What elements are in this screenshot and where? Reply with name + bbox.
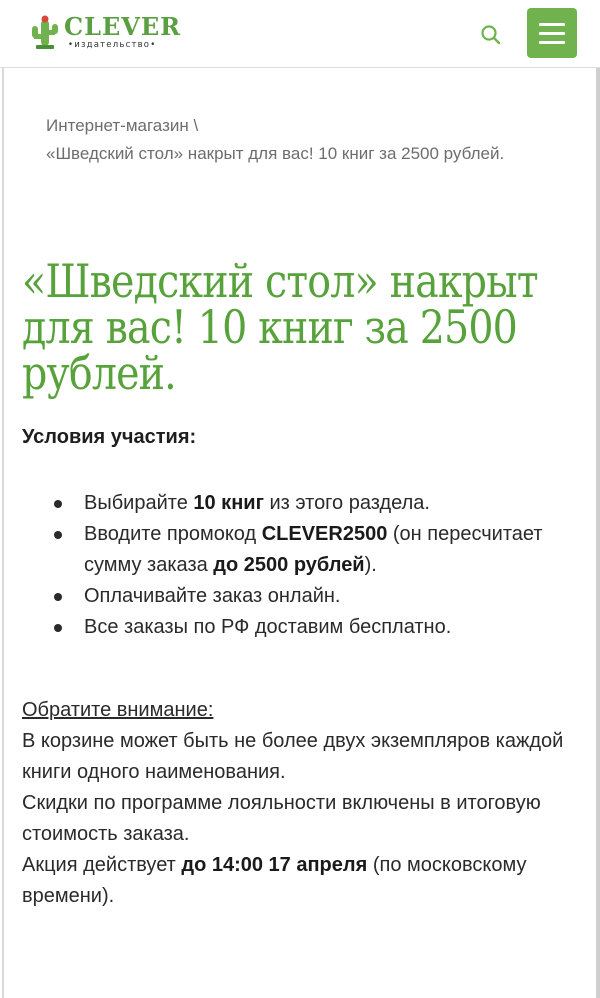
- logo-wordmark: CLEVER: [64, 12, 182, 41]
- notice-text: (по московскому времени).: [22, 854, 527, 907]
- page-left-border: [2, 68, 4, 998]
- breadcrumb-home-link[interactable]: Интернет-магазин: [46, 116, 189, 135]
- notice-line: В корзине может быть не более двух экземпляров каждой книги одного наименования.: [22, 730, 564, 783]
- menu-button[interactable]: [527, 8, 577, 58]
- list-item-text: Все заказы по РФ доставим бесплатно.: [84, 616, 452, 638]
- page-title: «Шведский стол» накрыт для вас! 10 книг за 2500 рублей.: [22, 254, 538, 400]
- breadcrumb-current: «Шведский стол» накрыт для вас! 10 книг за 2500 рублей.: [46, 144, 505, 163]
- notice-line: [22, 850, 582, 912]
- list-item-text: (он пересчитает сумму заказа: [84, 523, 543, 576]
- breadcrumb: [46, 112, 546, 168]
- bullet-icon: [54, 531, 62, 539]
- site-header: [0, 0, 600, 68]
- notice-block: [22, 695, 582, 912]
- list-item-text: из этого раздела.: [263, 492, 430, 514]
- clever-logo[interactable]: [24, 10, 182, 58]
- logo-subtitle: •издательство•: [68, 40, 157, 50]
- list-item-text: Выбирайте: [84, 492, 194, 514]
- notice-line: Скидки по программе лояльности включены в итоговую стоимость заказа.: [22, 792, 541, 845]
- list-item-text: Вводите промокод: [84, 523, 262, 545]
- list-item: [52, 612, 582, 643]
- page-scrollbar[interactable]: [596, 68, 600, 998]
- search-button[interactable]: [474, 18, 508, 52]
- search-icon: [480, 24, 502, 46]
- hamburger-menu-icon-bar: [539, 32, 565, 35]
- bullet-icon: [54, 593, 62, 601]
- deadline-text: до 14:00 17 апреля: [181, 854, 368, 876]
- list-item: [52, 519, 582, 581]
- hamburger-menu-icon: [539, 23, 565, 26]
- hamburger-menu-icon-bar: [539, 41, 565, 44]
- breadcrumb-separator: \: [193, 116, 199, 135]
- notice-heading: Обратите внимание:: [22, 699, 214, 721]
- cactus-logo-icon: [24, 12, 64, 52]
- list-item: [52, 581, 582, 612]
- promo-code: CLEVER2500: [261, 523, 388, 545]
- main-content: [0, 68, 600, 998]
- list-item-text: ).: [364, 554, 377, 576]
- list-item-bold: 10 книг: [193, 492, 264, 514]
- list-item-bold: до 2500 рублей: [213, 554, 365, 576]
- conditions-heading: Условия участия:: [22, 426, 197, 448]
- list-item: [52, 488, 582, 519]
- conditions-list: [52, 488, 582, 643]
- bullet-icon: [54, 500, 62, 508]
- bullet-icon: [54, 624, 62, 632]
- list-item-text: Оплачивайте заказ онлайн.: [84, 585, 341, 607]
- notice-text: Акция действует: [22, 854, 182, 876]
